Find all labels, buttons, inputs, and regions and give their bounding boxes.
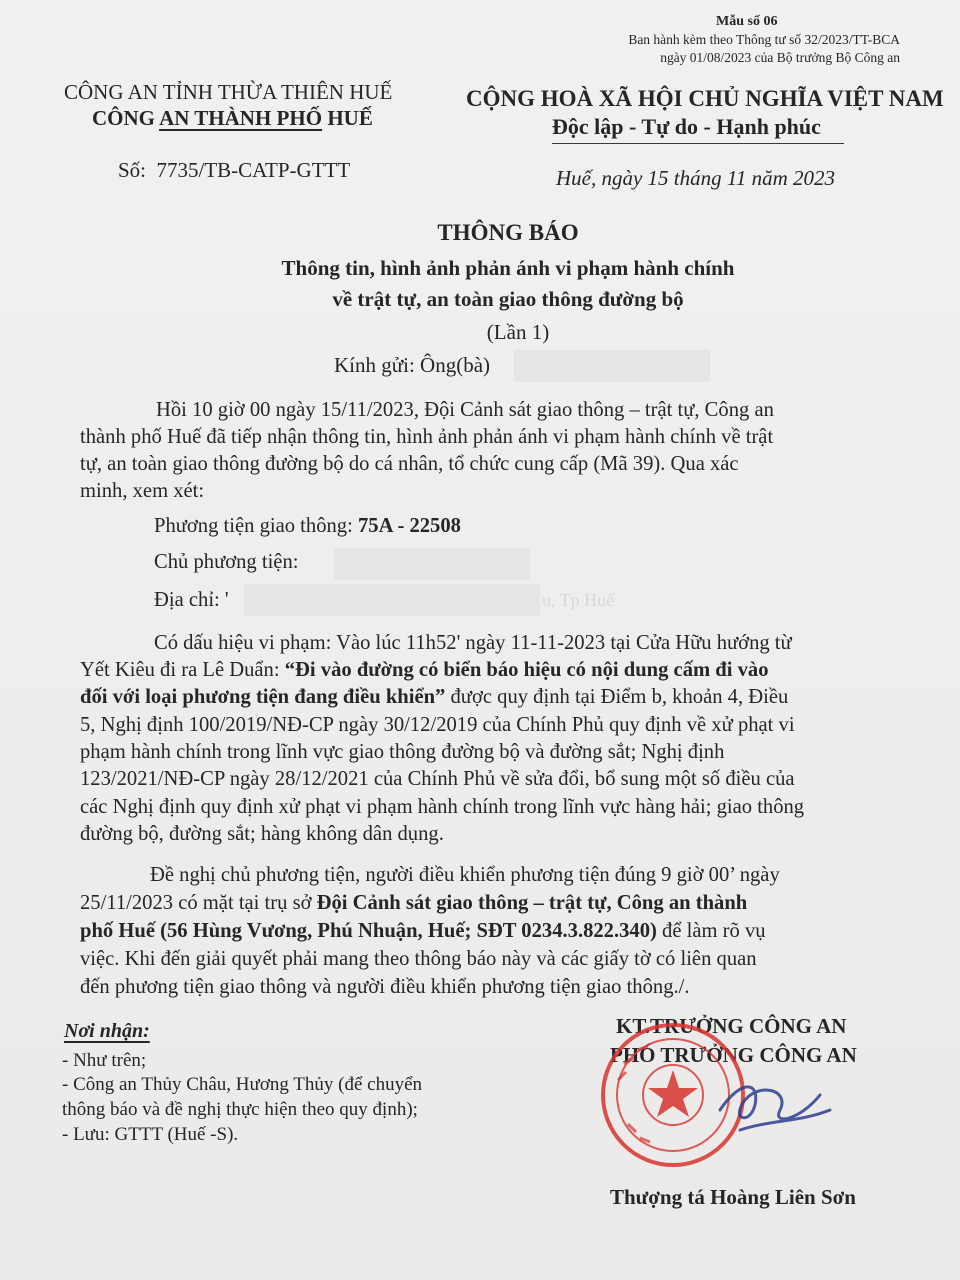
violation-line: các Nghị định quy định xử phạt vi phạm hành chính trong lĩnh vực hàng hải; giao thông xyxy=(80,796,805,818)
form-reference-line: ngày 01/08/2023 của Bộ trưởng Bộ Công an xyxy=(660,50,900,65)
request-line: đến phương tiện giao thông và người điều khiển phương tiện giao thông./. xyxy=(80,976,690,998)
signatory-role: PHÓ TRƯỞNG CÔNG AN xyxy=(610,1043,857,1067)
redacted-owner xyxy=(334,548,530,580)
parent-organization: CÔNG AN TỈNH THỪA THIÊN HUẾ xyxy=(64,80,393,104)
recipient-line: thông báo và đề nghị thực hiện theo quy định); xyxy=(62,1099,418,1120)
vehicle-plate-line: Phương tiện giao thông: 75A - 22508 xyxy=(154,515,461,537)
recipient-line: - Công an Thủy Châu, Hương Thủy (để chuyển xyxy=(62,1074,423,1095)
national-motto: Độc lập - Tự do - Hạnh phúc xyxy=(552,114,821,139)
addressee: Kính gửi: Ông(bà) xyxy=(334,353,491,377)
notice-count: (Lần 1) xyxy=(486,320,550,344)
redacted-address xyxy=(244,584,540,616)
intro-line: tự, an toàn giao thông đường bộ do cá nhân, tổ chức cung cấp (Mã 39). Qua xác xyxy=(80,453,739,475)
violation-line: phạm hành chính trong lĩnh vực giao thông đường bộ và đường sắt; Nghị định xyxy=(80,741,725,763)
address-label: Địa chỉ: ' xyxy=(154,589,229,611)
violation-line: đối với loại phương tiện đang điều khiển” được quy định tại Điểm b, khoản 4, Điều xyxy=(80,686,789,708)
address-partial: u, Tp Huế xyxy=(542,590,615,610)
issuing-organization: CÔNG AN THÀNH PHỐ HUẾ xyxy=(92,106,373,130)
request-line: việc. Khi đến giải quyết phải mang theo thông báo này và các giấy tờ có liên quan xyxy=(80,948,757,970)
intro-line: minh, xem xét: xyxy=(80,480,205,502)
document-title: THÔNG BÁO xyxy=(437,220,579,245)
document-subtitle: về trật tự, an toàn giao thông đường bộ xyxy=(332,287,684,311)
vehicle-plate: 75A - 22508 xyxy=(357,515,461,537)
recipients-title: Nơi nhận: xyxy=(64,1020,150,1042)
recipient-line: - Lưu: GTTT (Huế -S). xyxy=(62,1124,239,1145)
violation-line: đường bộ, đường sắt; hàng không dân dụng. xyxy=(80,823,444,845)
vehicle-owner-label: Chủ phương tiện: xyxy=(154,551,299,573)
violation-line: 5, Nghị định 100/2019/NĐ-CP ngày 30/12/2019 của Chính Phủ quy định về xử phạt vi xyxy=(80,714,795,736)
national-title: CỘNG HOÀ XÃ HỘI CHỦ NGHĨA VIỆT NAM xyxy=(466,86,944,111)
document-number: Số: 7735/TB-CATP-GTTT xyxy=(118,158,351,182)
motto-underline xyxy=(552,143,844,144)
violation-line: Yết Kiêu đi ra Lê Duẩn: “Đi vào đường có biển báo hiệu có nội dung cấm đi vào xyxy=(80,659,769,681)
violation-line: 123/2021/NĐ-CP ngày 28/12/2021 của Chính Phủ về sửa đổi, bổ sung một số điều của xyxy=(80,768,795,790)
intro-line: thành phố Huế đã tiếp nhận thông tin, hình ảnh phản ánh vi phạm hành chính về trật xyxy=(80,426,774,448)
request-line: Đề nghị chủ phương tiện, người điều khiển phương tiện đúng 9 giờ 00’ ngày xyxy=(150,864,780,886)
recipient-line: - Như trên; xyxy=(62,1050,147,1071)
document-subtitle: Thông tin, hình ảnh phản ánh vi phạm hành chính xyxy=(281,256,735,280)
signatory-name: Thượng tá Hoàng Liên Sơn xyxy=(610,1185,856,1209)
intro-line: Hồi 10 giờ 00 ngày 15/11/2023, Đội Cảnh sát giao thông – trật tự, Công an xyxy=(156,399,774,421)
place-and-date: Huế, ngày 15 tháng 11 năm 2023 xyxy=(556,166,835,190)
handwritten-signature xyxy=(700,1050,850,1160)
request-line: phố Huế (56 Hùng Vương, Phú Nhuận, Huế; SĐT 0234.3.822.340) để làm rõ vụ xyxy=(80,920,766,942)
request-line: 25/11/2023 có mặt tại trụ sở Đội Cảnh sát giao thông – trật tự, Công an thành xyxy=(80,892,748,914)
violation-line: Có dấu hiệu vi phạm: Vào lúc 11h52' ngày 11-11-2023 tại Cửa Hữu hướng từ xyxy=(154,632,792,654)
form-reference-line: Ban hành kèm theo Thông tư số 32/2023/TT-BCA xyxy=(628,32,900,47)
redacted-name xyxy=(514,350,710,382)
form-number: Mẫu số 06 xyxy=(716,14,778,29)
signatory-role: KT.TRƯỞNG CÔNG AN xyxy=(616,1014,847,1038)
